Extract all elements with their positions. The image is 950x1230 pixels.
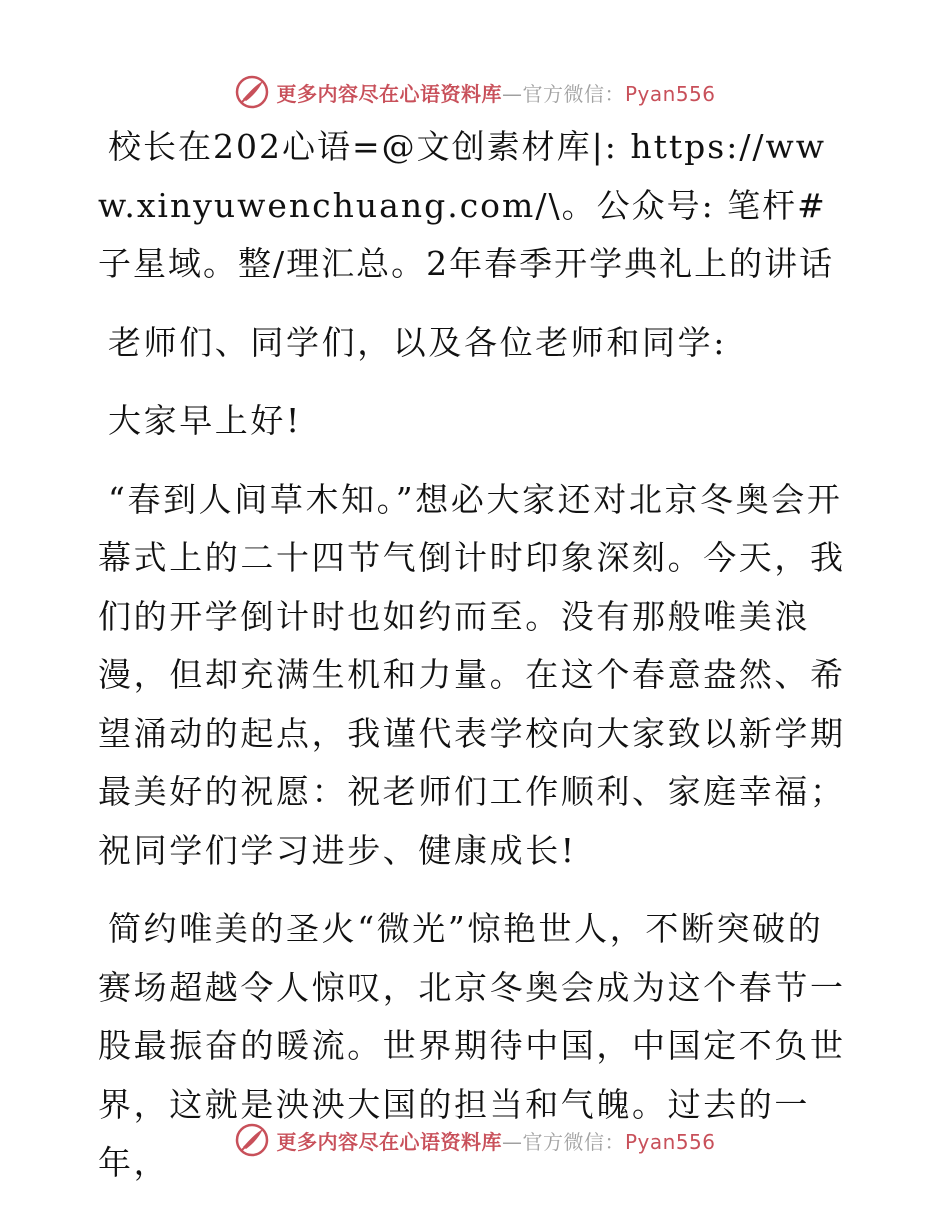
footer-watermark [0,1118,950,1162]
watermark-main: 更多内容尽在心语资料库 [276,81,502,106]
watermark-main: 更多内容尽在心语资料库 [276,1129,502,1154]
header-watermark [0,70,950,114]
watermark-label: 官方微信： [522,1129,625,1154]
watermark-label: 官方微信： [522,81,625,106]
watermark-separator: — [501,81,523,106]
quill-logo-icon [234,1122,270,1158]
watermark-wechat-id: Pyan556 [624,1129,716,1154]
watermark-separator: — [501,1129,523,1154]
watermark-wechat-id: Pyan556 [624,81,716,106]
paragraph-spring: “春到人间草木知。”想必大家还对北京冬奥会开幕式上的二十四节气倒计时印象深刻。今天，我们的开学倒计时也如约而至。没有那般唯美浪漫，但却充满生机和力量。在这个春意盎然、希望涌动的起点，我谨代表学校向大家致以新学期最美好的祝愿：祝老师们工作顺利、家庭幸福；祝同学们学习进步、健康成长! [98,479,846,870]
paragraph-good-morning: 大家早上好! [108,401,302,440]
paragraph-title: 校长在202心语=@文创素材库|: https://www.xinyuwenchuang.com/\。公众号: 笔杆#子星域。整/理汇总。2年春季开学典礼上的讲话 [98,127,835,283]
quill-logo-icon [234,74,270,110]
watermark-text [276,78,715,107]
paragraph-greeting: 老师们、同学们，以及各位老师和同学: [108,322,727,362]
document-body [98,118,858,1213]
paragraph-olympics: 简约唯美的圣火“微光”惊艳世人，不断突破的赛场超越令人惊叹，北京冬奥会成为这个春节一股最振奋的暖流。世界期待中国，中国定不负世界，这就是泱泱大国的担当和气魄。过去的一年， [98,909,846,1182]
watermark-text [276,1126,715,1155]
